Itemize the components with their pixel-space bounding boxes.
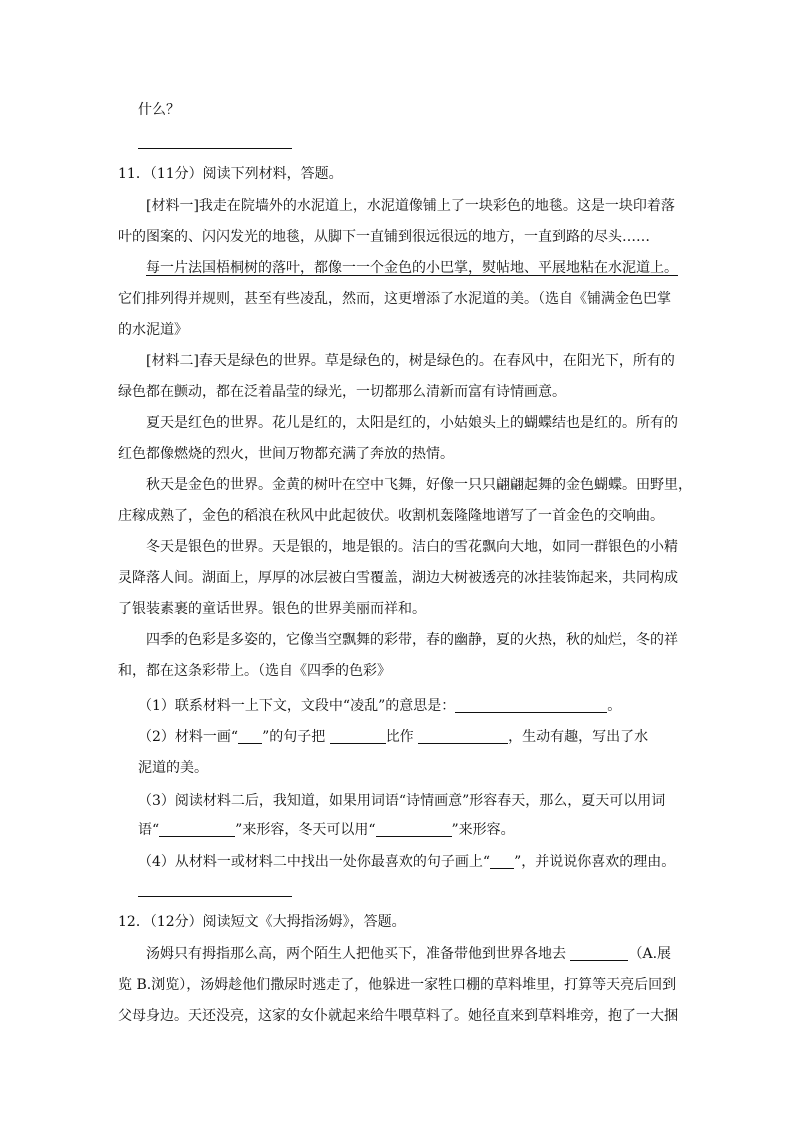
q11-header: 11．（11分）阅读下列材料，答题。 [118, 166, 343, 182]
sub-question-3: （3）阅读材料二后，我知道，如果用词语“诗情画意”形容春天，那么，夏天可以用词 [138, 793, 666, 809]
sub2-text-b: ”的句子把 [262, 729, 330, 745]
q12-line-3: 父母身边。天还没亮，这家的女仆就起来给牛喂草料了。她径直来到草料堆旁，抱了一大捆 [118, 1008, 678, 1024]
blank-underline-mark [238, 728, 262, 744]
answer-line-4[interactable] [138, 896, 292, 897]
sub3-text-c: ”来形容，冬天可以用“ [235, 822, 376, 838]
sub3-text-d: ”来形容。 [451, 822, 515, 838]
m1-line-4: 它们排列得并规则，甚至有些凌乱，然而，这更增添了水泥道的美。（选自《铺满金色巴掌 [118, 291, 671, 307]
blank-underline-mark-2 [490, 853, 514, 869]
sub-question-4 [138, 849, 675, 876]
m1-line-2: 叶的图案的、闪闪发光的地毯，从脚下一直铺到很远很远的地方，一直到路的尽头…… [118, 229, 650, 245]
q12-line-1-end: （A.展 [628, 946, 672, 962]
q12-line-1 [146, 941, 671, 968]
sub2-text-a: （2）材料一画“ [138, 729, 239, 745]
m2-line-4: 红色都像燃烧的烈火，世间万物都充满了奔放的热情。 [118, 446, 454, 462]
sub3-line-2 [138, 817, 515, 844]
sub-question-2 [138, 724, 648, 751]
m1-line-3-underlined: 每一片法国梧桐树的落叶，都像一一个金色的小巴掌，熨帖地、平展地粘在水泥道上。 [146, 260, 678, 276]
m2-line-3: 夏天是红色的世界。花儿是红的，太阳是红的，小姑娘头上的蝴蝶结也是红的。所有的 [146, 415, 678, 431]
sub2-text-c: 比作 [385, 729, 419, 745]
sub-question-1 [138, 693, 621, 720]
m2-line-1: [材料二]春天是绿色的世界。草是绿色的，树是绿色的。在春风中，在阳光下，所有的 [146, 353, 675, 369]
sub1-end: 。 [607, 698, 622, 714]
question-end-text: 什么？ [138, 102, 180, 118]
sub2-line-2: 泥道的美。 [138, 760, 208, 776]
m2-line-11: 和，都在这条彩带上。（选自《四季的色彩》 [118, 663, 391, 679]
blank-2a[interactable] [330, 728, 386, 744]
m2-line-6: 庄稼成熟了，金色的稻浪在秋风中此起彼伏。收割机轰隆隆地谱写了一首金色的交响曲。 [118, 508, 664, 524]
m1-line-1: [材料一]我走在院墙外的水泥道上，水泥道像铺上了一块彩色的地毯。这是一块印着落 [146, 198, 675, 214]
m2-line-7: 冬天是银色的世界。天是银的，地是银的。洁白的雪花飘向大地，如同一群银色的小精 [146, 539, 678, 555]
m2-line-10: 四季的色彩是多姿的，它像当空飘舞的彩带，春的幽静，夏的火热，秋的灿烂，冬的祥 [146, 632, 678, 648]
blank-q12[interactable] [570, 945, 628, 961]
sub2-text-d: ，生动有趣，写出了水 [508, 729, 649, 745]
q12-line-2: 览 B.浏览），汤姆趁他们撒尿时逃走了，他躲进一家牲口棚的草料堆里，打算等天亮后回到 [118, 977, 677, 993]
answer-line[interactable] [138, 148, 292, 149]
q12-line-1-text: 汤姆只有拇指那么高，两个陌生人把他买下，准备带他到世界各地去 [146, 946, 571, 962]
blank-2b[interactable] [418, 728, 508, 744]
blank-3a[interactable] [159, 821, 235, 837]
blank-1[interactable] [455, 697, 607, 713]
m2-line-9: 了银装素裹的童话世界。银色的世界美丽而祥和。 [118, 601, 426, 617]
blank-3b[interactable] [376, 821, 452, 837]
m2-line-5: 秋天是金色的世界。金黄的树叶在空中飞舞，好像一只只翩翩起舞的金色蝴蝶。田野里， [146, 477, 692, 493]
sub1-text: （1）联系材料一上下文，文段中“凌乱”的意思是： [138, 698, 456, 714]
m2-line-8: 灵降落人间。湖面上，厚厚的冰层被白雪覆盖，湖边大树被透亮的冰挂装饰起来，共同构成 [118, 570, 678, 586]
sub4-text-b: ”，并说说你喜欢的理由。 [514, 854, 676, 870]
q12-header: 12．（12分）阅读短文《大拇指汤姆》，答题。 [118, 914, 406, 930]
sub4-text-a: （4）从材料一或材料二中找出一处你最喜欢的句子画上“ [138, 854, 491, 870]
m2-line-2: 绿色都在颤动，都在泛着晶莹的绿光，一切都那么清新而富有诗情画意。 [118, 384, 566, 400]
m1-line-5: 的水泥道》 [118, 322, 188, 338]
sub3-text-b: 语“ [138, 822, 160, 838]
